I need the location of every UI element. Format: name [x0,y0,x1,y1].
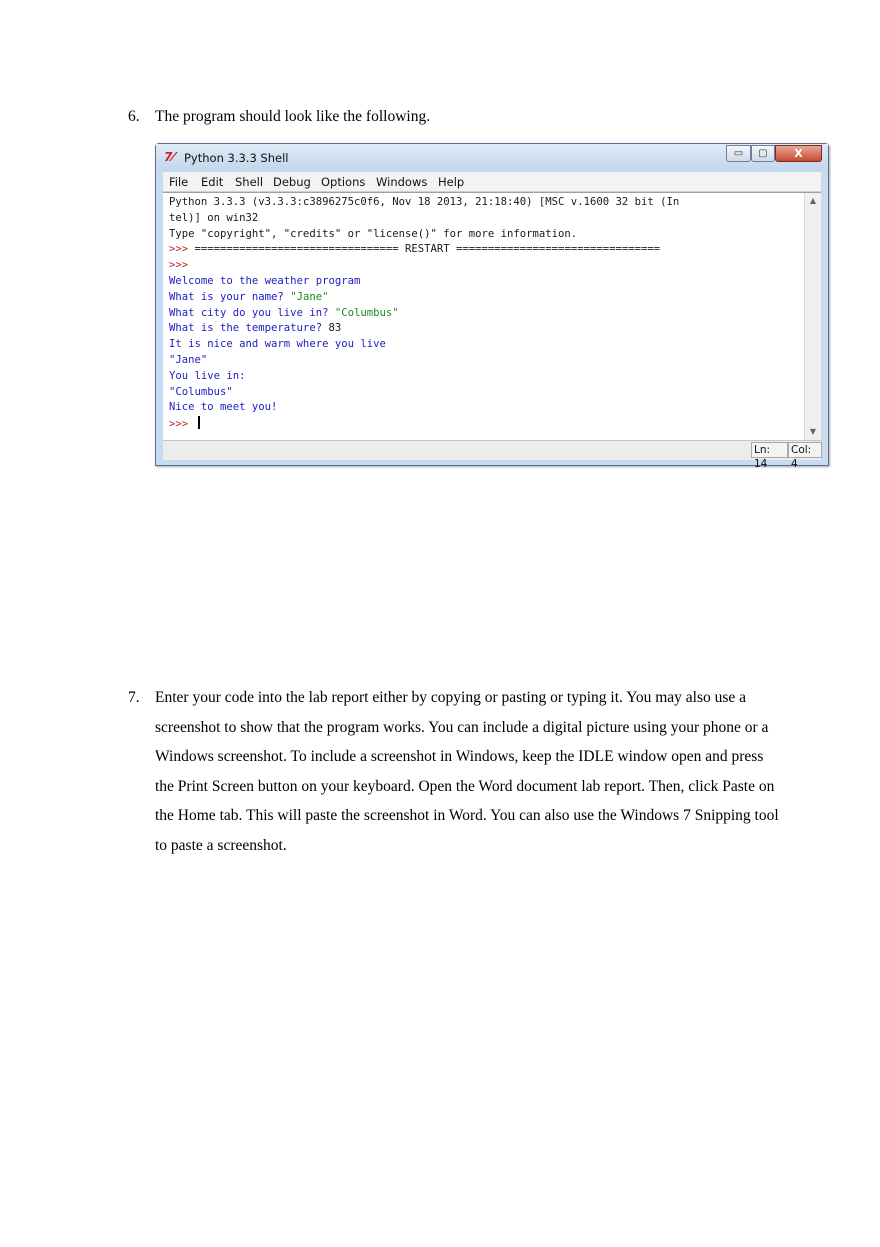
maximize-button[interactable]: ▢ [751,145,775,162]
shell-text-segment: Nice to meet you! [169,401,278,414]
shell-text-segment: Welcome to the weather program [169,274,361,287]
menu-debug[interactable]: Debug [273,175,311,189]
shell-line [169,416,799,432]
shell-text-segment: "Columbus" [169,385,233,398]
shell-line [169,369,799,385]
menu-edit[interactable]: Edit [201,175,224,189]
python-idle-icon: 7⁄ [164,150,175,164]
shell-line [169,274,799,290]
idle-shell-window [155,143,829,470]
step-7-number: 7. [128,689,140,706]
shell-line [169,258,799,274]
shell-line [169,385,799,401]
shell-text-segment: What is the temperature? [169,322,329,335]
column-number-indicator: Col: 4 [788,442,822,458]
shell-text-segment: What is your name? [169,290,291,303]
shell-text-segment: You live in: [169,369,246,382]
step-7-text: Enter your code into the lab report either by copying or pasting or typing it. You may also use a screenshot to show that the program works. You can include a digital picture using your phone or a Windows screenshot. To include a screenshot in Windows, keep the IDLE window open and press the Print Screen button on your keyboard. Open the Word document lab report. Then, click Paste on the Home tab. This will paste the screenshot in Word. You can also use the Windows 7 Snipping tool to paste a screenshot. [155,689,779,854]
minimize-button[interactable]: ▭ [726,145,751,162]
shell-line [169,290,799,306]
title-bar[interactable] [156,144,828,171]
shell-line [169,227,799,243]
menu-windows[interactable]: Windows [376,175,428,189]
status-bar [163,440,821,470]
shell-text-area[interactable] [163,192,821,440]
text-cursor [198,416,200,429]
close-button[interactable]: X [775,145,822,162]
shell-text-segment: Type "copyright", "credits" or "license()" for more information. [169,227,578,240]
scroll-up-icon[interactable]: ▲ [809,196,817,205]
shell-text-segment: >>> [169,243,195,256]
shell-text-segment: "Jane" [290,290,329,303]
menu-shell[interactable]: Shell [235,175,264,189]
vertical-scrollbar[interactable] [804,193,821,440]
shell-text-segment: ================================ RESTART ================================ [194,243,661,256]
shell-text-segment: tel)] on win32 [169,211,259,224]
shell-line [169,321,799,337]
shell-text-segment: >>> [169,259,189,272]
shell-text-segment: 83 [328,322,342,335]
shell-text-segment: It is nice and warm where you live [169,338,386,351]
shell-text-segment: "Jane" [169,353,208,366]
step-6-number: 6. [128,108,140,125]
step-6-text: The program should look like the following. [155,108,431,125]
window-title: Python 3.3.3 Shell [184,151,289,165]
menu-file[interactable]: File [169,175,189,189]
shell-text-segment: >>> [169,418,195,431]
shell-line [169,353,799,369]
shell-line [169,337,799,353]
scroll-down-icon[interactable]: ▼ [809,427,817,436]
menu-help[interactable]: Help [438,175,465,189]
menu-options[interactable]: Options [321,175,366,189]
shell-line [169,306,799,322]
shell-text-segment: "Columbus" [334,306,399,319]
shell-line [169,195,799,211]
shell-text-segment: Python 3.3.3 (v3.3.3:c3896275c0f6, Nov 18 2013, 21:18:40) [MSC v.1600 32 bit (In [169,196,680,208]
menu-bar [163,172,821,192]
shell-line [169,400,799,416]
shell-line [169,242,799,258]
shell-line [169,211,799,227]
line-number-indicator: Ln: 14 [751,442,788,458]
shell-output[interactable] [169,195,799,432]
shell-text-segment: What city do you live in? [169,306,335,319]
